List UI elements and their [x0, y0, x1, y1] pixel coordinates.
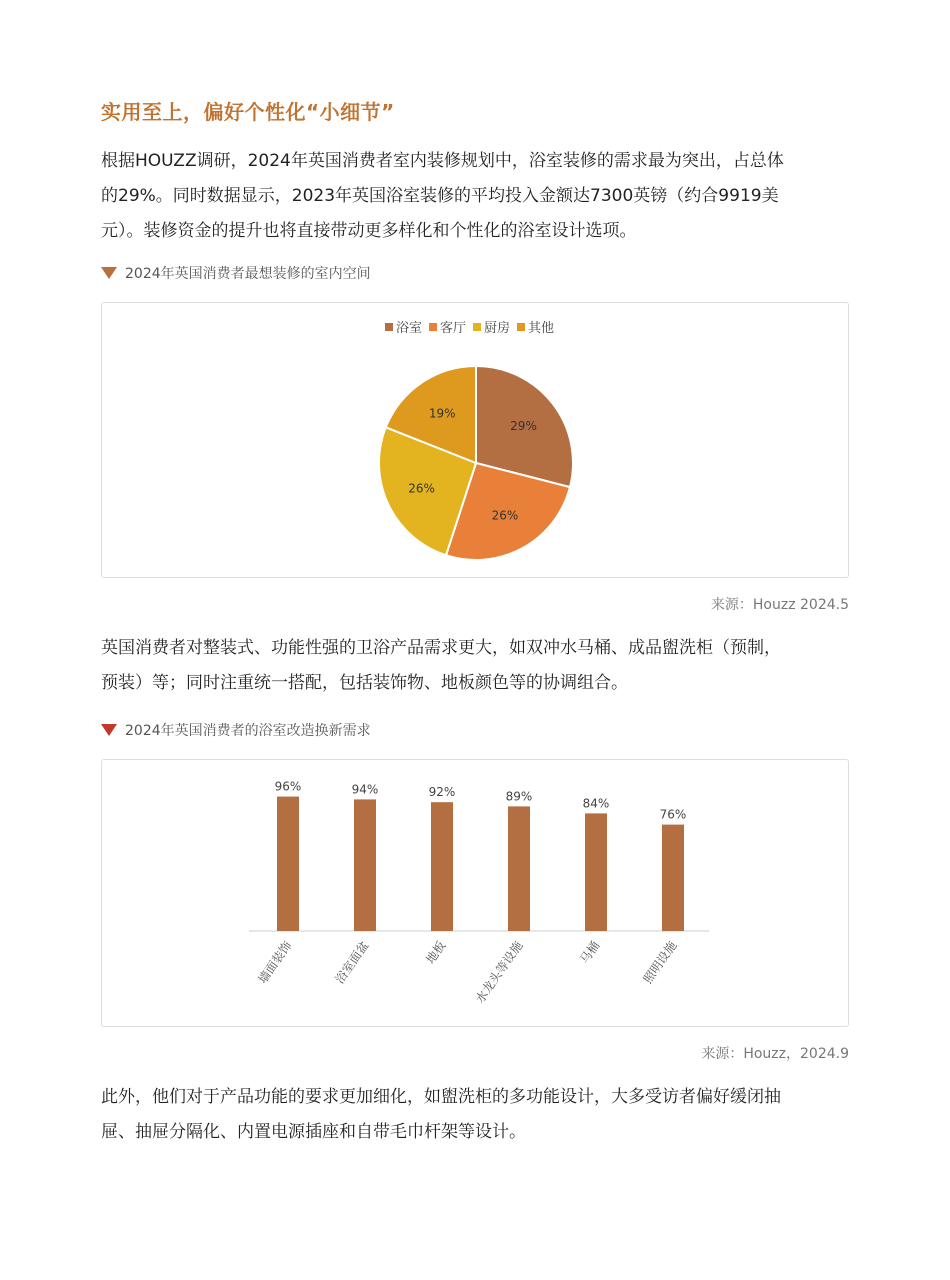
x-tick-label: 照明设施	[640, 938, 680, 987]
legend-swatch	[517, 323, 525, 331]
paragraph-line: 的29%。同时数据显示，2023年英国浴室装修的平均投入金额达7300英镑（约合9919美	[101, 186, 779, 206]
figure1-caption-text: 2024年英国消费者最想装修的室内空间	[125, 266, 371, 282]
bar-data-label: 94%	[351, 782, 379, 797]
paragraph-line: 根据HOUZZ调研，2024年英国消费者室内装修规划中，浴室装修的需求最为突出，占总体	[101, 151, 784, 171]
bar-data-label: 89%	[505, 789, 533, 804]
bar	[585, 813, 607, 931]
paragraph-line: 屉、抽屉分隔化、内置电源插座和自带毛巾杆架等设计。	[101, 1122, 526, 1142]
x-tick-label: 浴室面盆	[332, 938, 372, 987]
bar	[508, 806, 530, 931]
legend-label: 客厅	[440, 321, 467, 336]
triangle-marker-icon	[101, 724, 117, 736]
bar-data-label: 96%	[274, 779, 302, 794]
legend-item	[429, 321, 466, 336]
pie-data-label: 26%	[408, 481, 435, 496]
bar-chart	[102, 760, 848, 1026]
paragraph-line: 英国消费者对整装式、功能性强的卫浴产品需求更大，如双冲水马桶、成品盥洗柜（预制，	[101, 638, 781, 658]
bar-data-label: 92%	[428, 785, 456, 800]
pie-chart-box	[101, 302, 849, 578]
paragraph-line: 此外，他们对于产品功能的要求更加细化，如盥洗柜的多功能设计，大多受访者偏好缓闭抽	[101, 1087, 781, 1107]
paragraph-functions	[101, 1080, 849, 1150]
legend-swatch	[385, 323, 393, 331]
x-tick-label: 地板	[423, 938, 449, 967]
paragraph-products	[101, 631, 849, 701]
bar	[662, 825, 684, 931]
bar-data-label: 84%	[582, 796, 610, 811]
figure2-source: 来源：Houzz，2024.9	[701, 1046, 849, 1062]
legend-swatch	[473, 323, 481, 331]
x-tick-label: 马桶	[577, 938, 603, 967]
triangle-marker-icon	[101, 267, 117, 279]
legend-label: 其他	[528, 321, 555, 336]
figure1-source: 来源：Houzz 2024.5	[710, 597, 849, 613]
legend-item	[517, 320, 554, 336]
legend-item	[473, 320, 510, 336]
paragraph-line: 元）。装修资金的提升也将直接带动更多样化和个性化的浴室设计选项。	[101, 221, 637, 241]
legend-label: 浴室	[396, 321, 423, 336]
pie-chart	[102, 303, 848, 577]
figure2-caption	[101, 720, 371, 740]
section-title: 实用至上，偏好个性化“小细节”	[101, 100, 395, 124]
legend-swatch	[429, 323, 437, 331]
pie-data-label: 29%	[510, 419, 537, 434]
legend-item	[385, 321, 422, 336]
paragraph-line: 预装）等；同时注重统一搭配，包括装饰物、地板颜色等的协调组合。	[101, 673, 628, 693]
bar	[354, 799, 376, 931]
bar-chart-box	[101, 759, 849, 1027]
x-tick-label: 水龙头等设施	[472, 938, 526, 1006]
paragraph-intro	[101, 144, 849, 249]
figure2-caption-text: 2024年英国消费者的浴室改造换新需求	[125, 723, 371, 739]
pie-data-label: 19%	[428, 406, 456, 421]
bar	[277, 797, 299, 931]
x-tick-label: 墙面装饰	[255, 938, 295, 987]
bar-data-label: 76%	[659, 807, 687, 822]
legend-label: 厨房	[484, 321, 511, 336]
bar	[431, 802, 453, 931]
figure1-caption	[101, 263, 371, 283]
pie-data-label: 26%	[491, 508, 519, 523]
